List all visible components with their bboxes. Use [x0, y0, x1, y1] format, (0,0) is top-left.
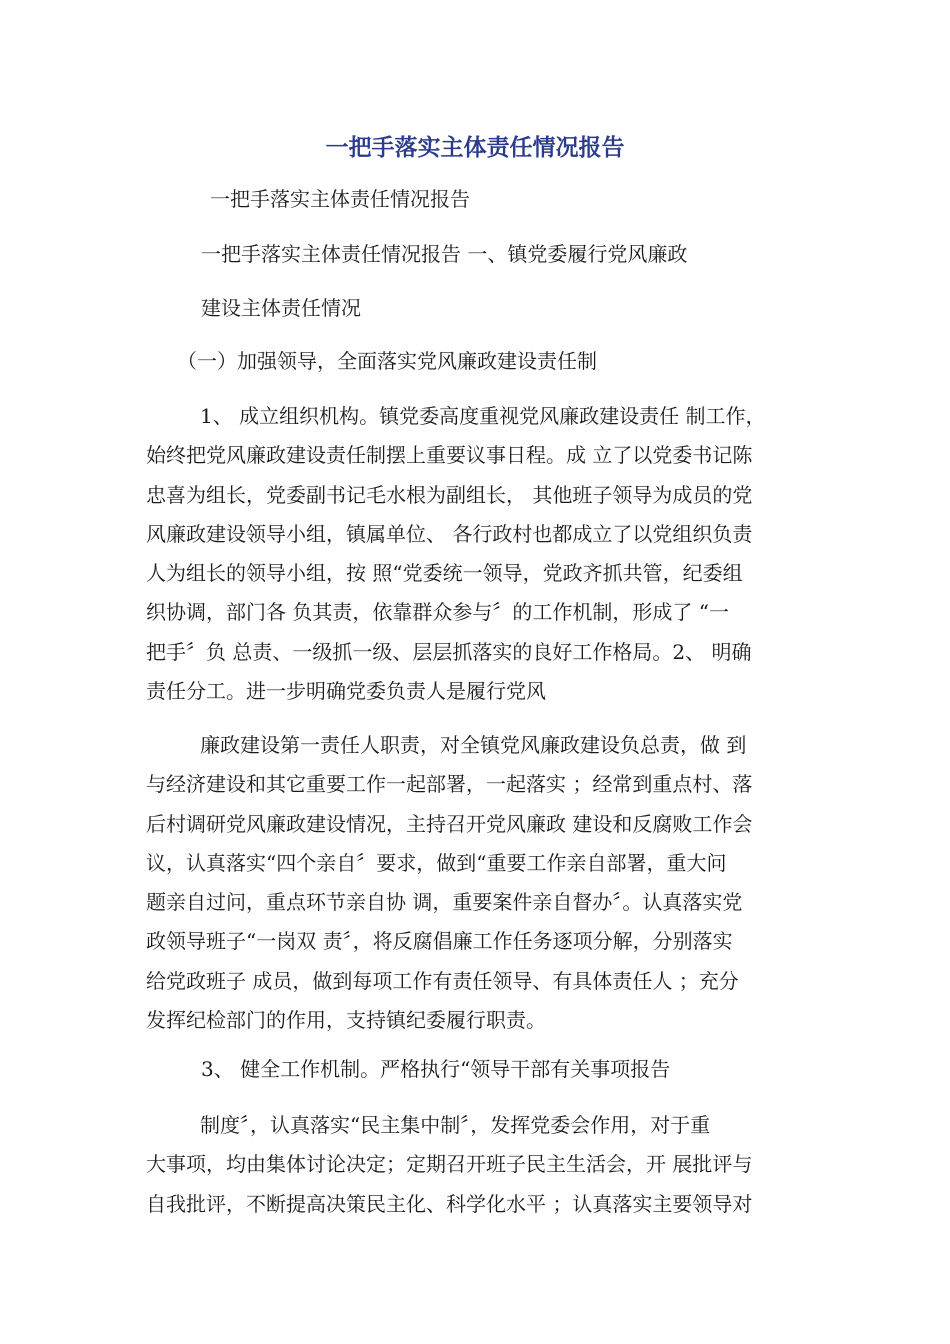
document-subtitle: 一把手落实主体责任情况报告 [210, 187, 470, 211]
paragraph-2 [146, 726, 806, 1040]
paragraph-4 [146, 1106, 806, 1224]
document-title: 一把手落实主体责任情况报告 [325, 135, 625, 161]
paragraph-line: 始终把党风廉政建设责任制摆上重要议事日程。成 立了以党委书记陈 [146, 443, 753, 468]
paragraph-line: 题亲自过问，重点环节亲自协 调，重要案件亲自督办〞。认真落实党 [146, 890, 743, 915]
paragraph-line: 发挥纪检部门的作用，支持镇纪委履行职责。 [146, 1008, 546, 1033]
heading-line-1: 一把手落实主体责任情况报告 一、镇党委履行党风廉政 [201, 242, 688, 266]
paragraph-line: 廉政建设第一责任人职责，对全镇党风廉政建设负总责，做 到 [200, 733, 747, 757]
paragraph-line: 把手〞负 总责、一级抓一级、层层抓落实的良好工作格局。2、 明确 [146, 639, 752, 664]
paragraph-line: 1、 成立组织机构。镇党委高度重视党风廉政建设责任 制工作， [200, 404, 766, 428]
paragraph-line: 责任分工。进一步明确党委负责人是履行党风 [146, 679, 546, 704]
paragraph-1 [146, 397, 806, 711]
paragraph-line: 大事项，均由集体讨论决定；定期召开班子民主生活会，开 展批评与 [146, 1152, 753, 1177]
paragraph-line: 织协调，部门各 负其责，依靠群众参与〞的工作机制，形成了 “一 [146, 600, 729, 625]
paragraph-line: 自我批评，不断提高决策民主化、科学化水平 ；认真落实主要领导对 [146, 1191, 753, 1216]
paragraph-line: 人为组长的领导小组，按 照“党委统一领导，党政齐抓共管，纪委组 [146, 561, 743, 586]
paragraph-line: 给党政班子 成员，做到每项工作有责任领导、有具体责任人 ；充分 [146, 968, 739, 993]
paragraph-line: 制度〞，认真落实“民主集中制〞，发挥党委会作用，对于重 [200, 1113, 711, 1137]
paragraph-line: 忠喜为组长，党委副书记毛水根为副组长， 其他班子领导为成员的党 [146, 482, 753, 507]
paragraph-line: 政领导班子“一岗双 责〞，将反腐倡廉工作任务逐项分解，分别落实 [146, 929, 733, 954]
paragraph-3-heading: 3、 健全工作机制。严格执行“领导干部有关事项报告 [201, 1057, 671, 1081]
paragraph-line: 议，认真落实“四个亲自〞要求，做到“重要工作亲自部署，重大问 [146, 850, 727, 875]
paragraph-line: 与经济建设和其它重要工作一起部署，一起落实 ；经常到重点村、落 [146, 772, 753, 797]
heading-line-2: 建设主体责任情况 [201, 296, 361, 320]
paragraph-line: 后村调研党风廉政建设情况，主持召开党风廉政 建设和反腐败工作会 [146, 811, 753, 836]
section-heading-1: （一）加强领导，全面落实党风廉政建设责任制 [177, 349, 597, 373]
paragraph-line: 风廉政建设领导小组，镇属单位、 各行政村也都成立了以党组织负责 [146, 521, 753, 546]
